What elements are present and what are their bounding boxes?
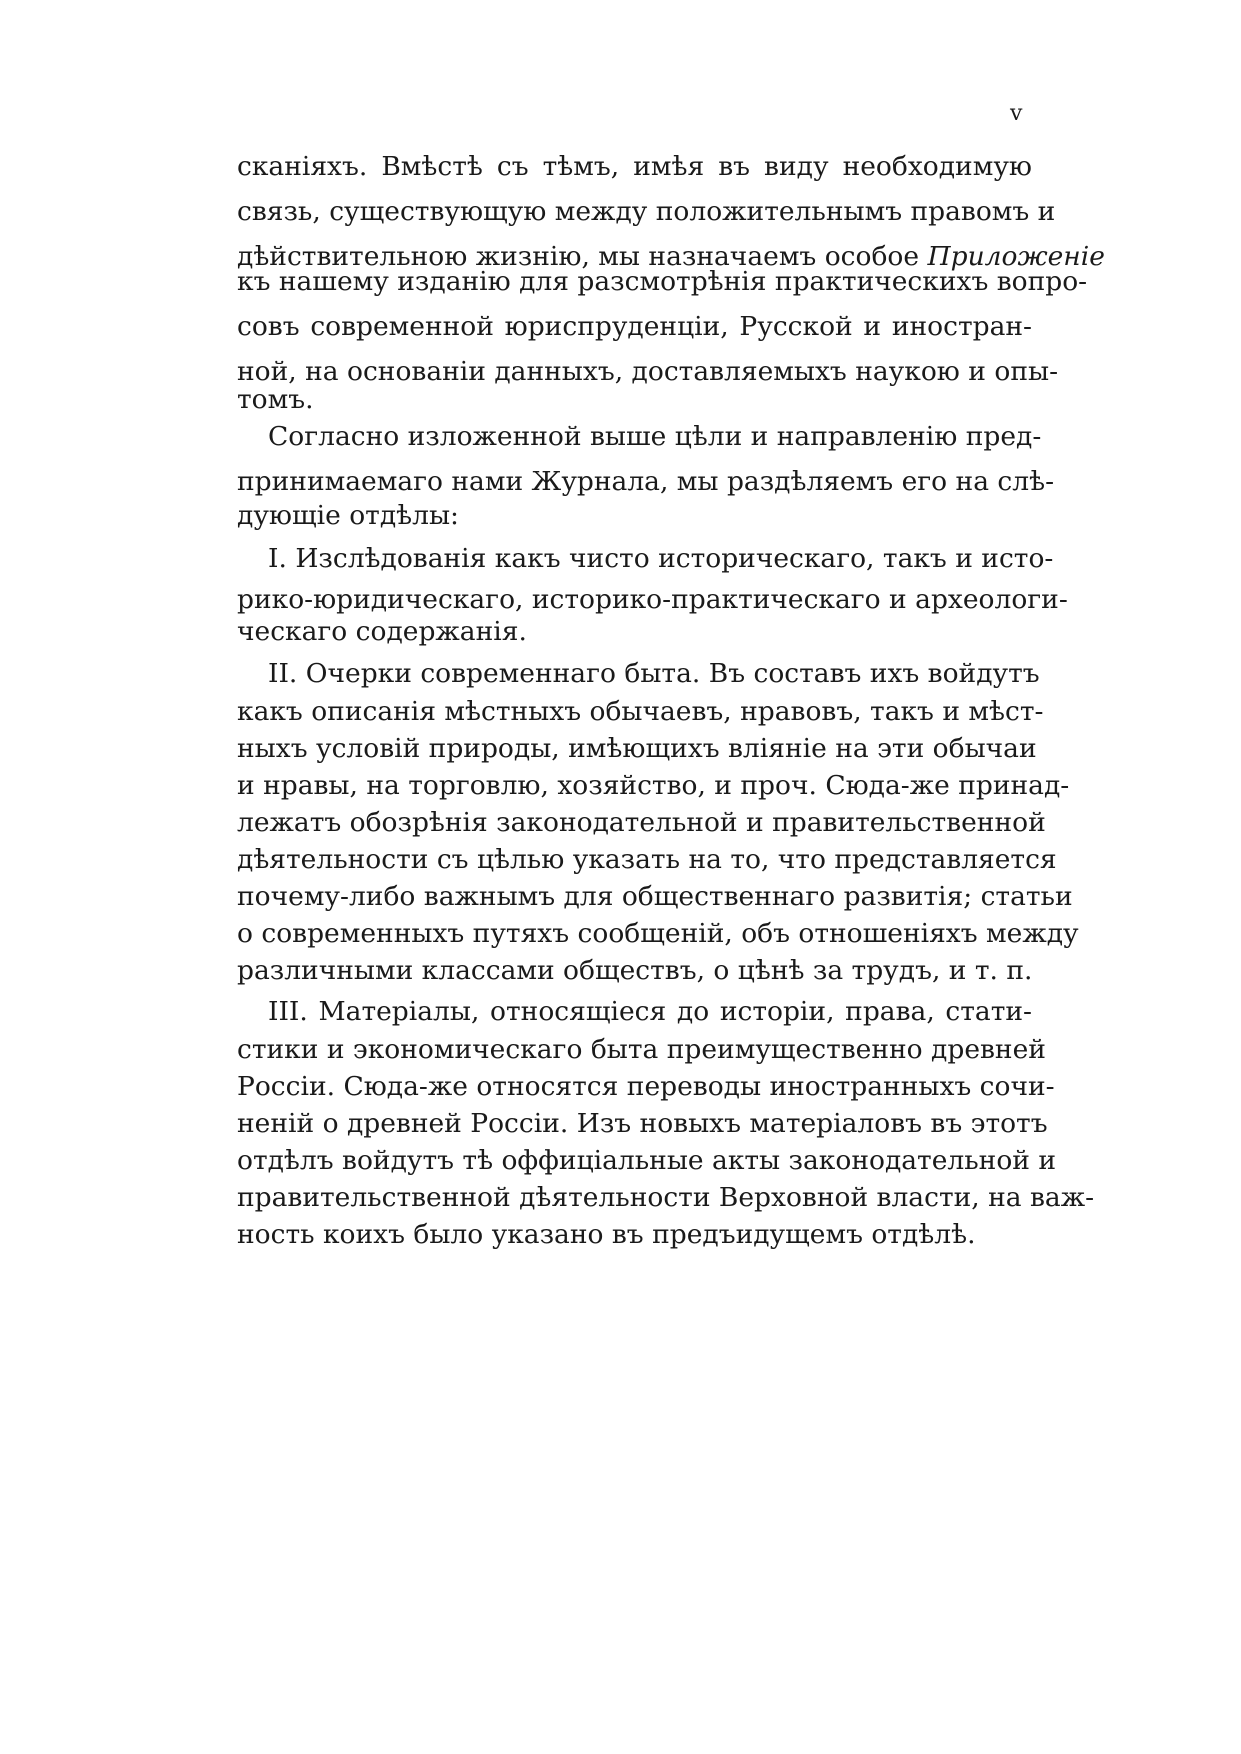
text-line: принимаемаго нами Журнала, мы раздѣляемъ его на слѣ- [237,466,1055,497]
text-line: Согласно изложенной выше цѣли и направленію пред- [268,421,1042,452]
text-line: рико-юридическаго, историко-практическаго и археологи- [237,584,1068,615]
text-line: почему-либо важнымъ для общественнаго развитія; статьи [237,881,1073,912]
text-line: дѣятельности съ цѣлью указать на то, что представляется [237,844,1057,875]
text-line: томъ. [237,384,314,415]
text-line: ныхъ условій природы, имѣющихъ вліяніе на эти обычаи [237,733,1037,764]
text-line: дующіе отдѣлы: [237,500,459,531]
text-line: стики и экономическаго быта преимущественно древней [237,1034,1046,1065]
text-line: различными классами обществъ, о цѣнѣ за трудъ, и т. п. [237,955,1033,986]
text-line: II. Очерки современнаго быта. Въ составъ ихъ войдутъ [268,658,1040,689]
italic-title: Приложеніе [927,241,1105,272]
text-line: сканіяхъ. Вмѣстѣ съ тѣмъ, имѣя въ виду необходимую [237,151,1032,182]
text-line: лежатъ обозрѣнія законодательной и правительственной [237,807,1046,838]
text-line: ность коихъ было указано въ предъидущемъ отдѣлѣ. [237,1219,976,1250]
text-line: III. Матеріалы, относящіеся до исторіи, права, стати- [268,996,1032,1027]
text-line: ческаго содержанія. [237,616,527,647]
text-line: Россіи. Сюда-же относятся переводы иностранныхъ сочи- [237,1071,1055,1102]
text-line: I. Изслѣдованія какъ чисто историческаго, такъ и исто- [268,543,1054,574]
text-line: и нравы, на торговлю, хозяйство, и проч. Сюда-же принад- [237,770,1070,801]
text-span: дѣйствительною жизнію, мы назначаемъ особое [237,241,920,272]
text-line: совъ современной юриспруденціи, Русской и иностран- [237,311,1032,342]
text-line: какъ описанія мѣстныхъ обычаевъ, нравовъ, такъ и мѣст- [237,696,1044,727]
page-number: v [1010,101,1023,126]
text-line: отдѣлъ войдутъ тѣ оффиціальные акты законодательной и [237,1145,1057,1176]
text-line: о современныхъ путяхъ сообщеній, объ отношеніяхъ между [237,918,1079,949]
text-line: къ нашему изданію для разсмотрѣнія практическихъ вопро- [237,266,1088,297]
text-line: неній о древней Россіи. Изъ новыхъ матеріаловъ въ этотъ [237,1108,1048,1139]
text-line: правительственной дѣятельности Верховной власти, на важ- [237,1182,1095,1213]
text-line: ной, на основаніи данныхъ, доставляемыхъ наукою и опы- [237,356,1059,387]
text-line: связь, существующую между положительнымъ правомъ и [237,196,1056,227]
